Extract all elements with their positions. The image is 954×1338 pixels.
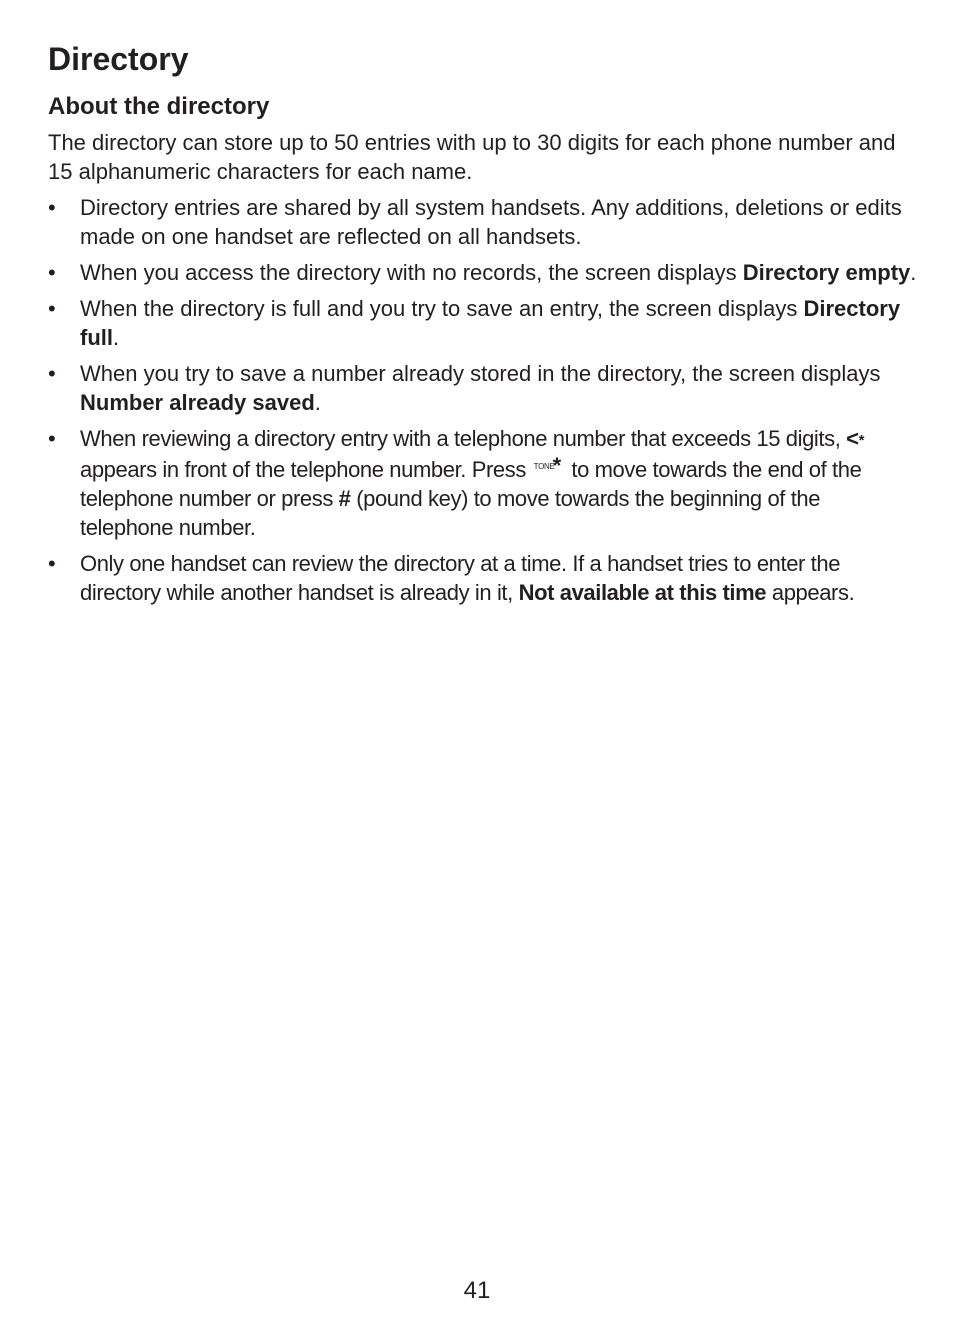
bullet-text: When the directory is full and you try to save an entry, the screen displays [80, 296, 804, 321]
list-item [48, 359, 918, 417]
bullet-dot: • [48, 260, 56, 285]
bullet-text: When you access the directory with no records, the screen displays [80, 260, 743, 285]
bullet-text-end: . [910, 260, 917, 285]
bullet-text: When you try to save a number already stored in the directory, the screen displays [80, 361, 881, 386]
bullet-dot: • [48, 551, 56, 576]
list-item [48, 294, 918, 352]
bullet-text: When reviewing a directory entry with a telephone number that exceeds 15 digits, [80, 426, 847, 451]
manual-page [48, 38, 918, 614]
bullet-dot: • [48, 296, 56, 321]
list-item [48, 549, 918, 607]
star-icon: * [858, 432, 865, 449]
screen-message: Not available at this time [518, 580, 767, 605]
screen-message: Directory empty [742, 260, 911, 285]
bullet-text-end: . [314, 390, 321, 415]
bullet-text: appears in front of the telephone number. Press [80, 457, 532, 482]
bullet-text-end: . [113, 325, 120, 350]
bullet-text: Directory entries are shared by all system handsets. Any additions, deletions or edits made on one handset are reflected on all handsets. [80, 195, 902, 249]
list-item [48, 424, 918, 542]
tone-key-star: * [552, 453, 561, 478]
bullet-text: Only one handset can review the directory at a time. If a handset tries to enter the directory while another handset is already in it, [80, 551, 841, 605]
less-than-symbol: < [846, 426, 859, 451]
list-item [48, 258, 918, 287]
bullet-dot: • [48, 195, 56, 220]
page-title: Directory [48, 41, 189, 77]
pound-key-symbol: # [338, 486, 351, 511]
list-item [48, 193, 918, 251]
bullet-text: (pound key) to move towards the beginning of the telephone number. [80, 486, 821, 540]
section-heading: About the directory [48, 93, 270, 120]
bullet-dot: • [48, 426, 56, 451]
bullet-text-end: appears. [766, 580, 855, 605]
screen-message: Directory full [80, 296, 901, 350]
bullet-list [48, 193, 918, 607]
tone-key-label: TONE [533, 462, 555, 471]
intro-paragraph: The directory can store up to 50 entries with up to 30 digits for each phone number and 15 alphanumeric characters for each name. [48, 130, 896, 184]
bullet-dot: • [48, 361, 56, 386]
page-number: 41 [463, 1277, 491, 1304]
screen-message: Number already saved [80, 390, 315, 415]
bullet-text: to move towards the end of the telephone number or press [80, 457, 862, 511]
tone-star-key-icon [532, 453, 566, 479]
